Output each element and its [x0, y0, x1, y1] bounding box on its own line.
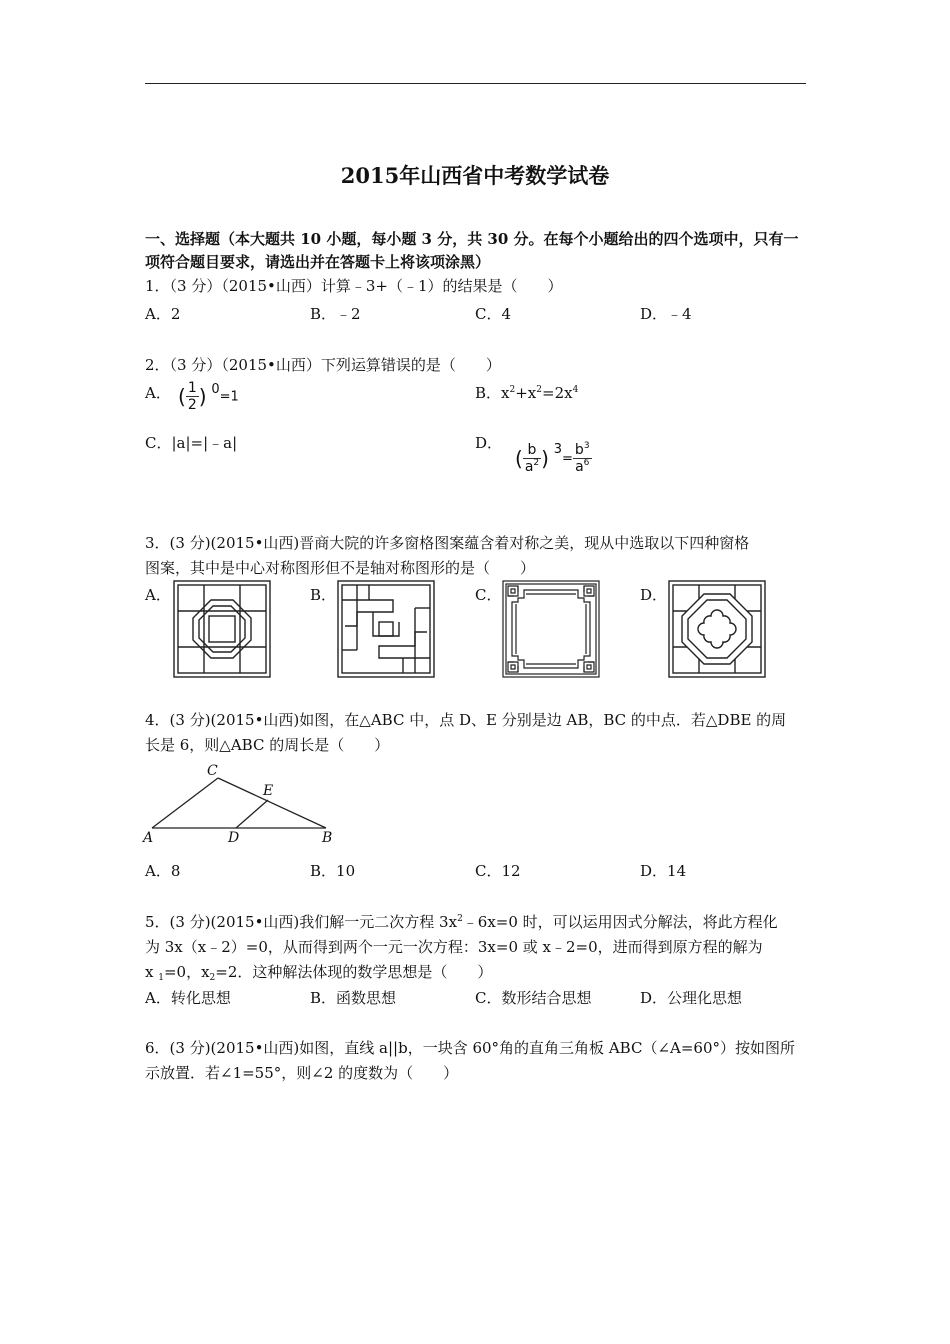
q3-option-d-label: D． — [640, 586, 668, 604]
q1-option-c: C．4 — [475, 305, 512, 323]
q1-stem: 1．（3 分）（2015•山西）计算﹣3+（﹣1）的结果是（ ） — [145, 277, 563, 295]
q2-a-rest: =1 — [219, 389, 239, 405]
q4-option-a: A．8 — [145, 862, 181, 880]
q1-option-b: B．﹣2 — [310, 305, 361, 323]
q5-option-d: D．公理化思想 — [640, 989, 743, 1007]
q2-a-denominator: 2 — [187, 397, 197, 413]
q5-stem-line3: x $_1$=0，$x_2=2$．这种解法体现的数学思想是（ ） — [145, 963, 493, 983]
q2-d-rhs-numerator: b — [574, 442, 584, 458]
q5-option-b: B．函数思想 — [310, 989, 397, 1007]
q4-option-d: D．14 — [640, 862, 687, 880]
page-title: 2015年山西省中考数学试卷 — [340, 163, 610, 188]
q3-stem-line2: 图案，其中是中心对称图形但不是轴对称图形的是（ ） — [145, 559, 536, 577]
label-d: D — [228, 830, 240, 846]
q5-option-c: C．数形结合思想 — [475, 989, 592, 1007]
segment-de — [236, 800, 268, 828]
section-heading-line1: 一、选择题（本大题共 10 小题，每小题 3 分，共 30 分。在每个小题给出的四个选项中，只有一 — [145, 230, 799, 248]
q4-option-c: C．12 — [475, 862, 521, 880]
q5-stem-line2: 为 3x（x﹣2）=0，从而得到两个一元一次方程：3x=0 或 x﹣2=0，进而得到原方程的解为 — [145, 938, 763, 956]
q2-d-numerator: b — [523, 442, 541, 459]
q3-option-b-label: B． — [310, 586, 337, 604]
q2-option-d-label: D． — [475, 434, 503, 452]
q4-stem-line1: 4．(3 分)(2015•山西)如图，在△ABC 中，点 D、E 分别是边 AB，BC 的中点．若△DBE 的周 — [145, 711, 787, 729]
q1-option-d: D．﹣4 — [640, 305, 692, 323]
q2-d-rhs-denominator: a — [575, 459, 584, 475]
q3-stem-line1: 3．(3 分)(2015•山西)晋商大院的许多窗格图案蕴含着对称之美，现从中选取以下四种窗格 — [145, 534, 750, 552]
q2-a-numerator: 1 — [187, 380, 197, 396]
label-a: A — [143, 830, 154, 846]
q5-stem-line1: 5．(3 分)(2015•山西)我们解一元二次方程 $3x^2﹣6x=0$ 时，可以运用因式分解法，将此方程化 — [145, 913, 778, 931]
q2-d-rhs-den-exp: 6 — [583, 458, 590, 468]
label-c: C — [207, 763, 218, 779]
q2-option-d-expr: ( $\frac{b}{a^2}$ ) 3= $\frac{b^3}{a^6}$ — [515, 441, 590, 475]
triangle-side-ac — [152, 778, 218, 828]
window-pattern-d — [668, 580, 766, 678]
q5-option-a: A．转化思想 — [145, 989, 231, 1007]
q4-stem-line2: 长是 6，则△ABC 的周长是（ ） — [145, 736, 390, 754]
q2-option-a-label: A． — [145, 384, 171, 402]
q2-a-exponent: 0 — [211, 381, 220, 397]
q2-d-denominator: a — [524, 459, 534, 475]
q3-option-c-label: C． — [475, 586, 502, 604]
label-b: B — [322, 830, 333, 846]
q2-d-exponent: 3 — [553, 441, 563, 457]
q2-option-b: B．$x^2+x^2=2x^4$ — [475, 384, 579, 402]
q2-d-rhs-num-exp: 3 — [583, 441, 590, 451]
q4-triangle-figure — [140, 760, 340, 848]
q2-option-a-expr: ( $\frac{1}{2}$ ) 0=1 — [178, 380, 239, 413]
q2-stem: 2．（3 分）（2015•山西）下列运算错误的是（ ） — [145, 356, 501, 374]
label-e: E — [263, 783, 274, 799]
section-heading-line2: 项符合题目要求，请选出并在答题卡上将该项涂黑） — [145, 253, 491, 271]
q2-option-c: C．|a|=|﹣a| — [145, 434, 238, 452]
window-pattern-a — [173, 580, 271, 678]
q2-d-den-exp: 2 — [533, 458, 540, 468]
q1-option-a: A．2 — [145, 305, 181, 323]
q4-option-b: B．10 — [310, 862, 356, 880]
window-pattern-c — [502, 580, 600, 678]
header-rule — [145, 83, 806, 84]
q3-option-a-label: A． — [145, 586, 171, 604]
q6-stem-line2: 示放置．若∠1=55°，则∠2 的度数为（ ） — [145, 1064, 459, 1082]
q6-stem-line1: 6．(3 分)(2015•山西)如图，直线 a||b，一块含 60°角的直角三角板 ABC（∠A=60°）按如图所 — [145, 1039, 795, 1057]
window-pattern-b — [337, 580, 435, 678]
